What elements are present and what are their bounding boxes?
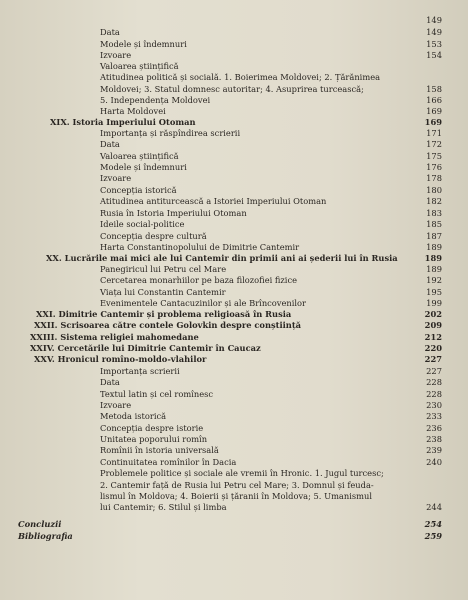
page-number: 236 [426,423,442,433]
page-number: 169 [424,117,442,127]
page-number: 189 [426,242,442,252]
page-number: 192 [426,275,442,285]
page-number: 171 [426,128,442,138]
page-number: 220 [424,343,442,353]
page-number: 185 [426,219,442,229]
page-number: 227 [426,366,442,376]
page-number: 228 [426,389,442,399]
page-number: 202 [424,309,442,319]
page-number: 238 [426,434,442,444]
page-number: 166 [426,95,442,105]
page-number: 154 [426,50,442,60]
page-number: 189 [424,253,442,263]
page-number: 189 [426,264,442,274]
page-number: 169 [426,106,442,116]
page-number: 149 [426,27,442,37]
page-number: 212 [424,332,442,342]
page-number: 227 [424,354,442,364]
page-number: 176 [426,162,442,172]
page-number: 172 [426,139,442,149]
page-number: 240 [426,457,442,467]
page-number: 233 [426,411,442,421]
page-number: 209 [424,320,442,330]
page-number: 153 [426,39,442,49]
page-number: 228 [426,377,442,387]
page-number: 183 [426,208,442,218]
page-number: 178 [426,173,442,183]
page-number: 158 [426,84,442,94]
page-number: 149 [426,15,442,25]
page-number: 195 [426,287,442,297]
page-number: 244 [426,502,442,512]
page-number: 180 [426,185,442,195]
page-number: 254 [424,519,442,529]
page-number: 175 [426,151,442,161]
page-number: 239 [426,445,442,455]
page-number: 199 [426,298,442,308]
toc-page: 149 Data 149 Modele și îndemnuri 153 Izvoare 154 Valoarea științifică Atitudinea politică și socială. 1. Boierimea Moldovei; 2. Țărănimea Moldovei; 3. Statul domnesc autoritar; 4. Asuprirea turcească; 158 5. Independența Moldovei 166 Harta Moldovei 169 XIX. Istoria Imperiului Otoman 169 Importanța și răspîndirea scrierii 171 Data 172 Valoarea științifică 175 Modele și îndemnuri 176 Izvoare 178 Concepția istorică 180 Atitudinea antiturcească a Istoriei Imperiului Otoman 182 Rusia în Istoria Imperiului Otoman 183 Ideile social-politice 185 Concepția despre cultură 187 Harta Constantinopolului de Dimitrie Cantemir 189 XX. Lucrările mai mici ale lui Cantemir din primii ani ai șederii lui în Rusia 189 Panegiricul lui Petru cel Mare 189 Cercetarea monarhiilor pe baza filozofiei fizice 192 Viața lui Constantin Cantemir 195 Evenimentele Cantacuzinilor și ale Brîncovenilor 199 XXI. Dimitrie Cantemir și problema religioasă în Rusia 202 XXII. Scrisoarea către contele Golovkin despre conștiință 209 XXIII. Sistema religiei mahomedane 212 XXIV. Cercetările lui Dimitrie Cantemir în Caucaz 220 XXV. Hronicul romîno-moldo-vlahilor 227 Importanța scrierii 227 Data 228 Textul latin și cel romînesc 228 Izvoare 230 Metoda istorică 233 Concepția despre istorie 236 Unitatea poporului romîn 238 Romînii în istoria universală 239 Continuitatea romînilor în Dacia 240 Problemele politice și sociale ale vremii în Hronic. 1. Jugul turcesc; 2. Cantemir față de Rusia lui Petru cel Mare; 3. Domnul și feuda- lismul în Moldova; 4. Boierii și țăranii în Moldova; 5. Umanismul lui Cantemir; 6. Stilul și limba 244 Concluzii 254 Bibliografia 259 [0,0,468,600]
page-number: 259 [424,531,442,541]
page-number: 187 [426,231,442,241]
page-number: 230 [426,400,442,410]
page-number: 182 [426,196,442,206]
